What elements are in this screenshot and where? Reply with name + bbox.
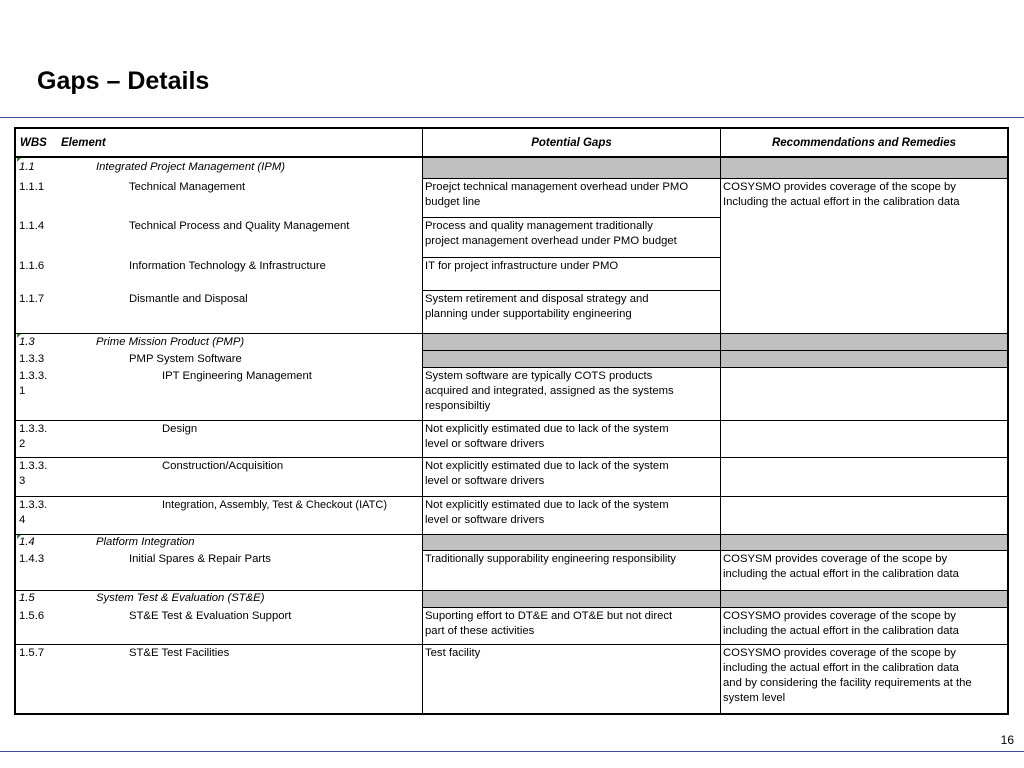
section-shade (423, 351, 720, 367)
gap-text: IT for project infrastructure under PMO (425, 260, 619, 272)
wbs-number: 1.3 (19, 336, 35, 348)
gap-text: project management overhead under PMO budget (425, 235, 677, 247)
row-divider (423, 257, 720, 258)
row-divider (423, 350, 1008, 351)
gap-text: acquired and integrated, assigned as the systems (425, 385, 674, 397)
row-divider (16, 644, 1008, 645)
wbs-number: 1.3.3. (19, 423, 48, 435)
row-divider (423, 178, 1008, 179)
wbs-number: 2 (19, 438, 26, 450)
row-divider (16, 420, 1008, 421)
element-name: Information Technology & Infrastructure (129, 260, 326, 272)
remedy-text: COSYSM provides coverage of the scope by (723, 553, 948, 565)
row-divider (16, 457, 1008, 458)
remedy-text: including the actual effort in the calibration data (723, 662, 959, 674)
remedy-text: Including the actual effort in the calibration data (723, 196, 960, 208)
title-divider (0, 117, 1024, 118)
header-element: Element (61, 137, 106, 149)
gap-text: Process and quality management traditionally (425, 220, 653, 232)
element-name: Integration, Assembly, Test & Checkout (IATC) (162, 499, 387, 511)
row-divider (423, 607, 1008, 608)
element-name: ST&E Test Facilities (129, 647, 230, 659)
remedy-text: and by considering the facility requirements at the (723, 677, 972, 689)
wbs-number: 1.1.7 (19, 293, 45, 305)
element-name: Construction/Acquisition (162, 460, 284, 472)
row-divider (423, 550, 1008, 551)
gap-text: System software are typically COTS products (425, 370, 653, 382)
gap-text: budget line (425, 196, 481, 208)
element-name: PMP System Software (129, 353, 242, 365)
gap-text: planning under supportability engineering (425, 308, 632, 320)
element-name: Dismantle and Disposal (129, 293, 248, 305)
wbs-number: 1.1.4 (19, 220, 45, 232)
section-shade (721, 158, 1007, 178)
row-divider (423, 367, 1008, 368)
wbs-number: 1.5.7 (19, 647, 45, 659)
remedy-text: system level (723, 692, 786, 704)
wbs-number: 1.3.3. (19, 370, 48, 382)
header-recommendations: Recommendations and Remedies (771, 137, 957, 149)
gap-text: level or software drivers (425, 514, 545, 526)
gap-text: System retirement and disposal strategy and (425, 293, 649, 305)
remedy-text: COSYSMO provides coverage of the scope by (723, 647, 956, 659)
gap-text: level or software drivers (425, 438, 545, 450)
row-divider (423, 217, 720, 218)
element-name: Design (162, 423, 198, 435)
remedy-text: COSYSMO provides coverage of the scope by (723, 610, 956, 622)
remedy-text: including the actual effort in the calibration data (723, 568, 959, 580)
gap-text: Not explicitly estimated due to lack of the system (425, 499, 669, 511)
element-name: IPT Engineering Management (162, 370, 312, 382)
wbs-number: 1.5 (19, 592, 35, 604)
section-shade (721, 535, 1007, 550)
row-divider (16, 333, 1008, 334)
row-divider (423, 290, 720, 291)
section-shade (423, 158, 720, 178)
wbs-number: 1.3.3. (19, 460, 48, 472)
wbs-number: 1 (19, 385, 26, 397)
wbs-number: 1.1 (19, 161, 35, 173)
wbs-number: 4 (19, 514, 26, 526)
element-name: Integrated Project Management (IPM) (96, 161, 285, 173)
wbs-number: 1.5.6 (19, 610, 45, 622)
wbs-number: 3 (19, 475, 26, 487)
element-name: Platform Integration (96, 536, 195, 548)
element-name: System Test & Evaluation (ST&E) (96, 592, 265, 604)
remedy-text: including the actual effort in the calibration data (723, 625, 959, 637)
wbs-number: 1.3.3. (19, 499, 48, 511)
wbs-number: 1.1.6 (19, 260, 45, 272)
gap-text: Suporting effort to DT&E and OT&E but not direct (425, 610, 673, 622)
page-title: Gaps – Details (37, 67, 210, 95)
gap-text: level or software drivers (425, 475, 545, 487)
footer-divider (0, 751, 1024, 752)
wbs-number: 1.3.3 (19, 353, 45, 365)
section-shade (423, 535, 720, 550)
gap-text: responsibiltiy (425, 400, 491, 412)
section-shade (423, 334, 720, 350)
wbs-number: 1.4.3 (19, 553, 45, 565)
section-shade (423, 591, 720, 607)
gap-text: Not explicitly estimated due to lack of the system (425, 423, 669, 435)
header-divider (16, 156, 1008, 158)
header-potential-gaps: Potential Gaps (531, 137, 612, 149)
wbs-number: 1.1.1 (19, 181, 45, 193)
row-divider (16, 496, 1008, 497)
element-name: Technical Management (129, 181, 246, 193)
wbs-number: 1.4 (19, 536, 35, 548)
header-wbs: WBS (20, 137, 47, 149)
element-name: Technical Process and Quality Management (129, 220, 350, 232)
gap-text: Test facility (425, 647, 481, 659)
element-name: ST&E Test & Evaluation Support (129, 610, 292, 622)
page-number: 16 (1000, 733, 1014, 747)
gap-text: part of these activities (425, 625, 535, 637)
section-shade (721, 334, 1007, 350)
section-shade (721, 591, 1007, 607)
element-name: Initial Spares & Repair Parts (129, 553, 271, 565)
section-shade (721, 351, 1007, 367)
gap-text: Proejct technical management overhead under PMO (425, 181, 689, 193)
gap-text: Not explicitly estimated due to lack of the system (425, 460, 669, 472)
column-divider (720, 129, 721, 714)
element-name: Prime Mission Product (PMP) (96, 336, 245, 348)
remedy-text: COSYSMO provides coverage of the scope by (723, 181, 956, 193)
gap-text: Traditionally supporability engineering responsibility (425, 553, 676, 565)
